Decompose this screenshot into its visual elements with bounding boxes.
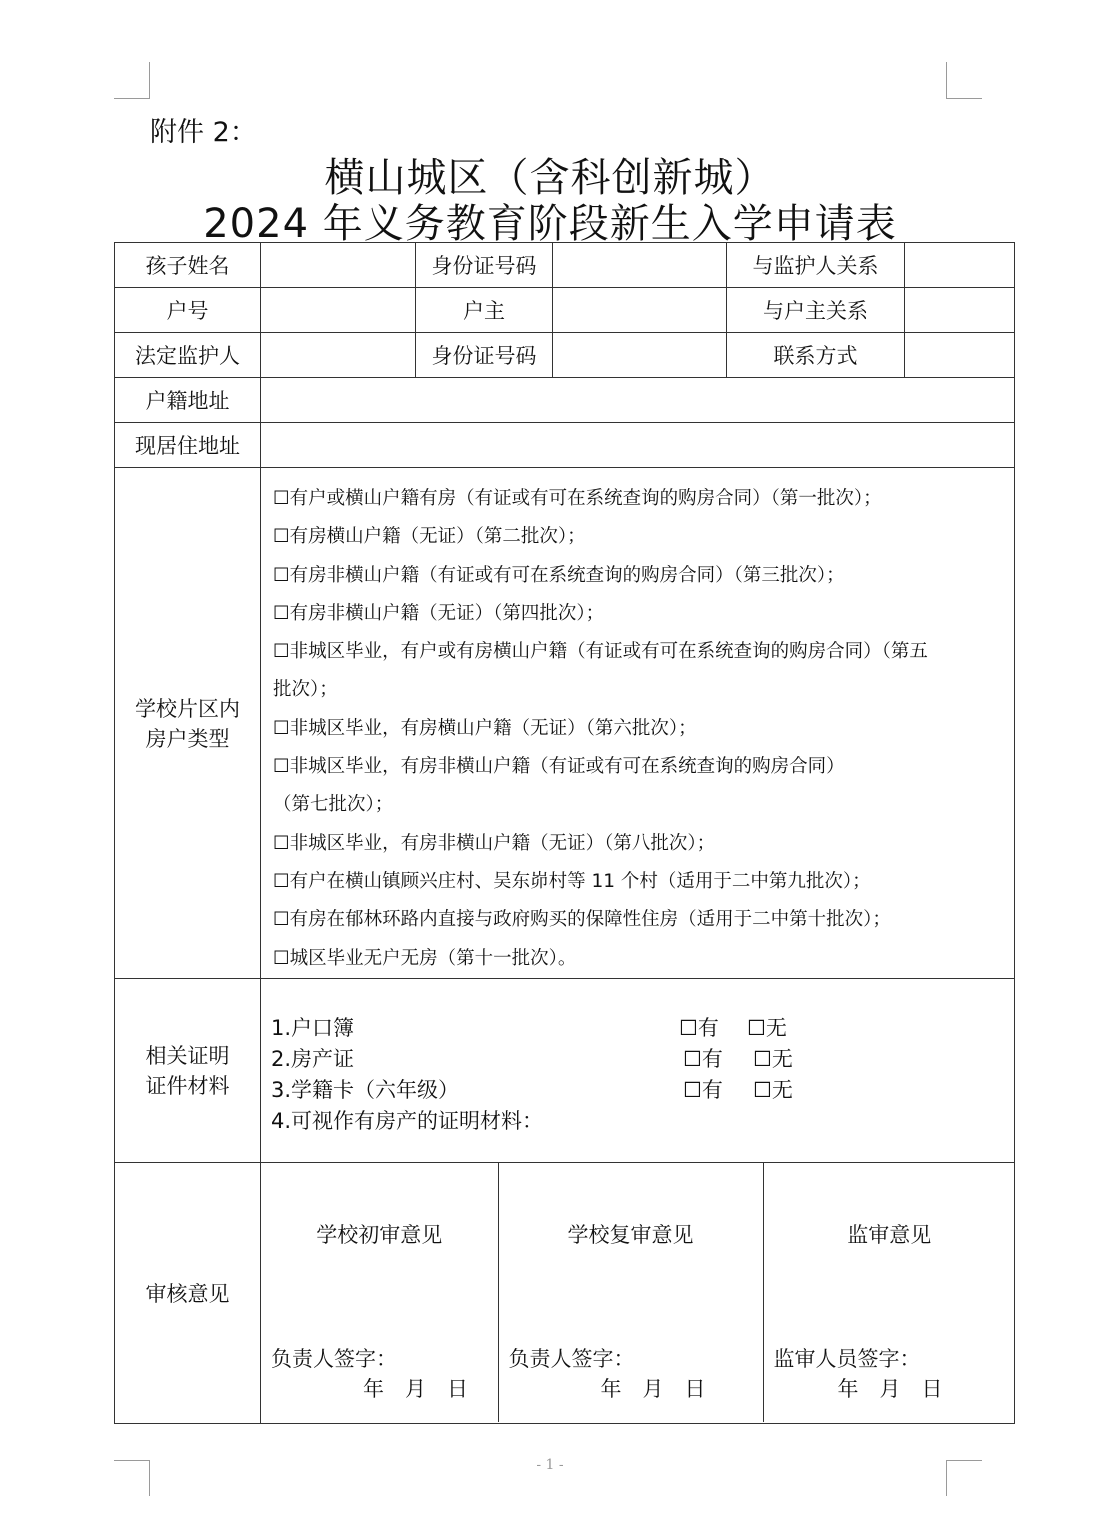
label-housing-type [115,468,261,979]
table-row [115,288,1015,333]
page-number: - 1 - [536,1457,564,1473]
label-id-number: 身份证号码 [416,243,553,288]
current-address-field[interactable] [261,423,1015,468]
housing-option[interactable]: ☐城区毕业无户无房（第十一批次）。 [273,947,577,969]
housing-option[interactable]: ☐有户在横山镇顾兴庄村、吴东峁村等 11 个村（适用于二中第九批次）； [273,870,871,892]
crop-mark-top-right-v [946,62,947,98]
contact-field[interactable] [905,333,1015,378]
guardian-id-number-field[interactable] [553,333,727,378]
label-materials [115,978,261,1162]
material-yes-checkbox[interactable]: ☐有 [679,1015,719,1040]
housing-options [261,468,1015,979]
review-heading: 监审意见 [847,1222,932,1247]
material-item [271,1013,1004,1044]
housing-option-continued: （第七批次）； [273,794,394,816]
material-yes-checkbox[interactable]: ☐有 [683,1077,723,1102]
label-householder: 户主 [416,288,553,333]
table-row [115,468,1015,979]
review-section [261,1162,1015,1423]
application-form-table [114,242,1015,1424]
material-item-label: 2.房产证 [271,1046,355,1071]
material-item [271,1106,1004,1137]
crop-mark-top-left-h [114,98,150,99]
attachment-label: 附件 2： [150,117,257,148]
title-line-2: 2024 年义务教育阶段新生入学申请表 [203,201,897,247]
housing-option[interactable]: ☐有房非横山户籍（无证）（第四批次）； [273,602,605,624]
housing-option[interactable]: ☐非城区毕业，有房非横山户籍（无证）（第八批次）； [273,832,716,854]
housing-option[interactable]: ☐非城区毕业，有房横山户籍（无证）（第六批次）； [273,717,697,739]
label-review: 审核意见 [115,1162,261,1423]
label-household-no: 户号 [115,288,261,333]
review-sign-label: 负责人签字： [508,1346,635,1371]
housing-option[interactable]: ☐非城区毕业，有房非横山户籍（有证或有可在系统查询的购房合同） [273,756,845,778]
material-item-label: 3.学籍卡（六年级） [271,1077,460,1102]
housing-option[interactable]: ☐有房横山户籍（无证）（第二批次）； [273,526,586,548]
crop-mark-top-left-v [149,62,150,98]
housing-option-continued: 批次）； [273,679,338,701]
review-date: 年 月 日 [837,1376,943,1401]
material-item-label: 4.可视作有房产的证明材料： [271,1108,544,1133]
crop-mark-top-right-h [946,98,982,99]
materials-label-line-2: 证件材料 [145,1074,230,1099]
material-no-checkbox[interactable]: ☐无 [753,1046,793,1071]
label-guardian-id-number: 身份证号码 [416,333,553,378]
householder-relation-field[interactable] [905,288,1015,333]
householder-field[interactable] [553,288,727,333]
housing-option[interactable]: ☐有房非横山户籍（有证或有可在系统查询的购房合同）（第三批次）； [273,564,845,586]
housing-option[interactable]: ☐非城区毕业，有户或有房横山户籍（有证或有可在系统查询的购房合同）（第五 [273,641,928,663]
review-sign-label: 负责人签字： [271,1346,397,1371]
material-item-label: 1.户口簿 [271,1015,355,1040]
material-no-checkbox[interactable]: ☐无 [747,1015,787,1040]
table-row [115,978,1015,1162]
table-row [115,1162,1015,1423]
review-heading: 学校初审意见 [316,1222,443,1247]
review-date: 年 月 日 [600,1376,706,1401]
label-current-address: 现居住地址 [115,423,261,468]
material-yes-checkbox[interactable]: ☐有 [683,1046,723,1071]
table-row [115,378,1015,423]
child-name-field[interactable] [261,243,416,288]
material-item [271,1075,1004,1106]
review-sign-label: 监审人员签字： [773,1346,921,1371]
review-heading: 学校复审意见 [567,1222,694,1247]
table-row [115,243,1015,288]
household-no-field[interactable] [261,288,416,333]
label-guardian-relation: 与监护人关系 [727,243,905,288]
table-row [115,333,1015,378]
id-number-field[interactable] [553,243,727,288]
label-child-name: 孩子姓名 [115,243,261,288]
review-column-supervision[interactable] [763,1163,1015,1422]
materials-list [261,978,1015,1162]
materials-label-line-1: 相关证明 [145,1044,230,1069]
housing-option[interactable]: ☐有户或横山户籍有房（有证或有可在系统查询的购房合同）（第一批次）； [273,488,882,509]
review-table [261,1163,1015,1422]
legal-guardian-field[interactable] [261,333,416,378]
housing-option[interactable]: ☐有房在郁林环路内直接与政府购买的保障性住房（适用于二中第十批次）； [273,909,891,931]
title-line-1: 横山城区（含科创新城） [324,155,776,201]
material-no-checkbox[interactable]: ☐无 [753,1077,793,1102]
label-contact: 联系方式 [727,333,905,378]
review-column-recheck[interactable] [498,1163,763,1422]
guardian-relation-field[interactable] [905,243,1015,288]
hukou-address-field[interactable] [261,378,1015,423]
housing-label-line-2: 房户类型 [145,726,230,751]
label-legal-guardian: 法定监护人 [115,333,261,378]
label-householder-relation: 与户主关系 [727,288,905,333]
material-item [271,1044,1004,1075]
review-date: 年 月 日 [363,1376,468,1401]
table-row [115,423,1015,468]
label-hukou-address: 户籍地址 [115,378,261,423]
review-column-initial[interactable] [261,1163,498,1422]
housing-label-line-1: 学校片区内 [135,696,240,721]
